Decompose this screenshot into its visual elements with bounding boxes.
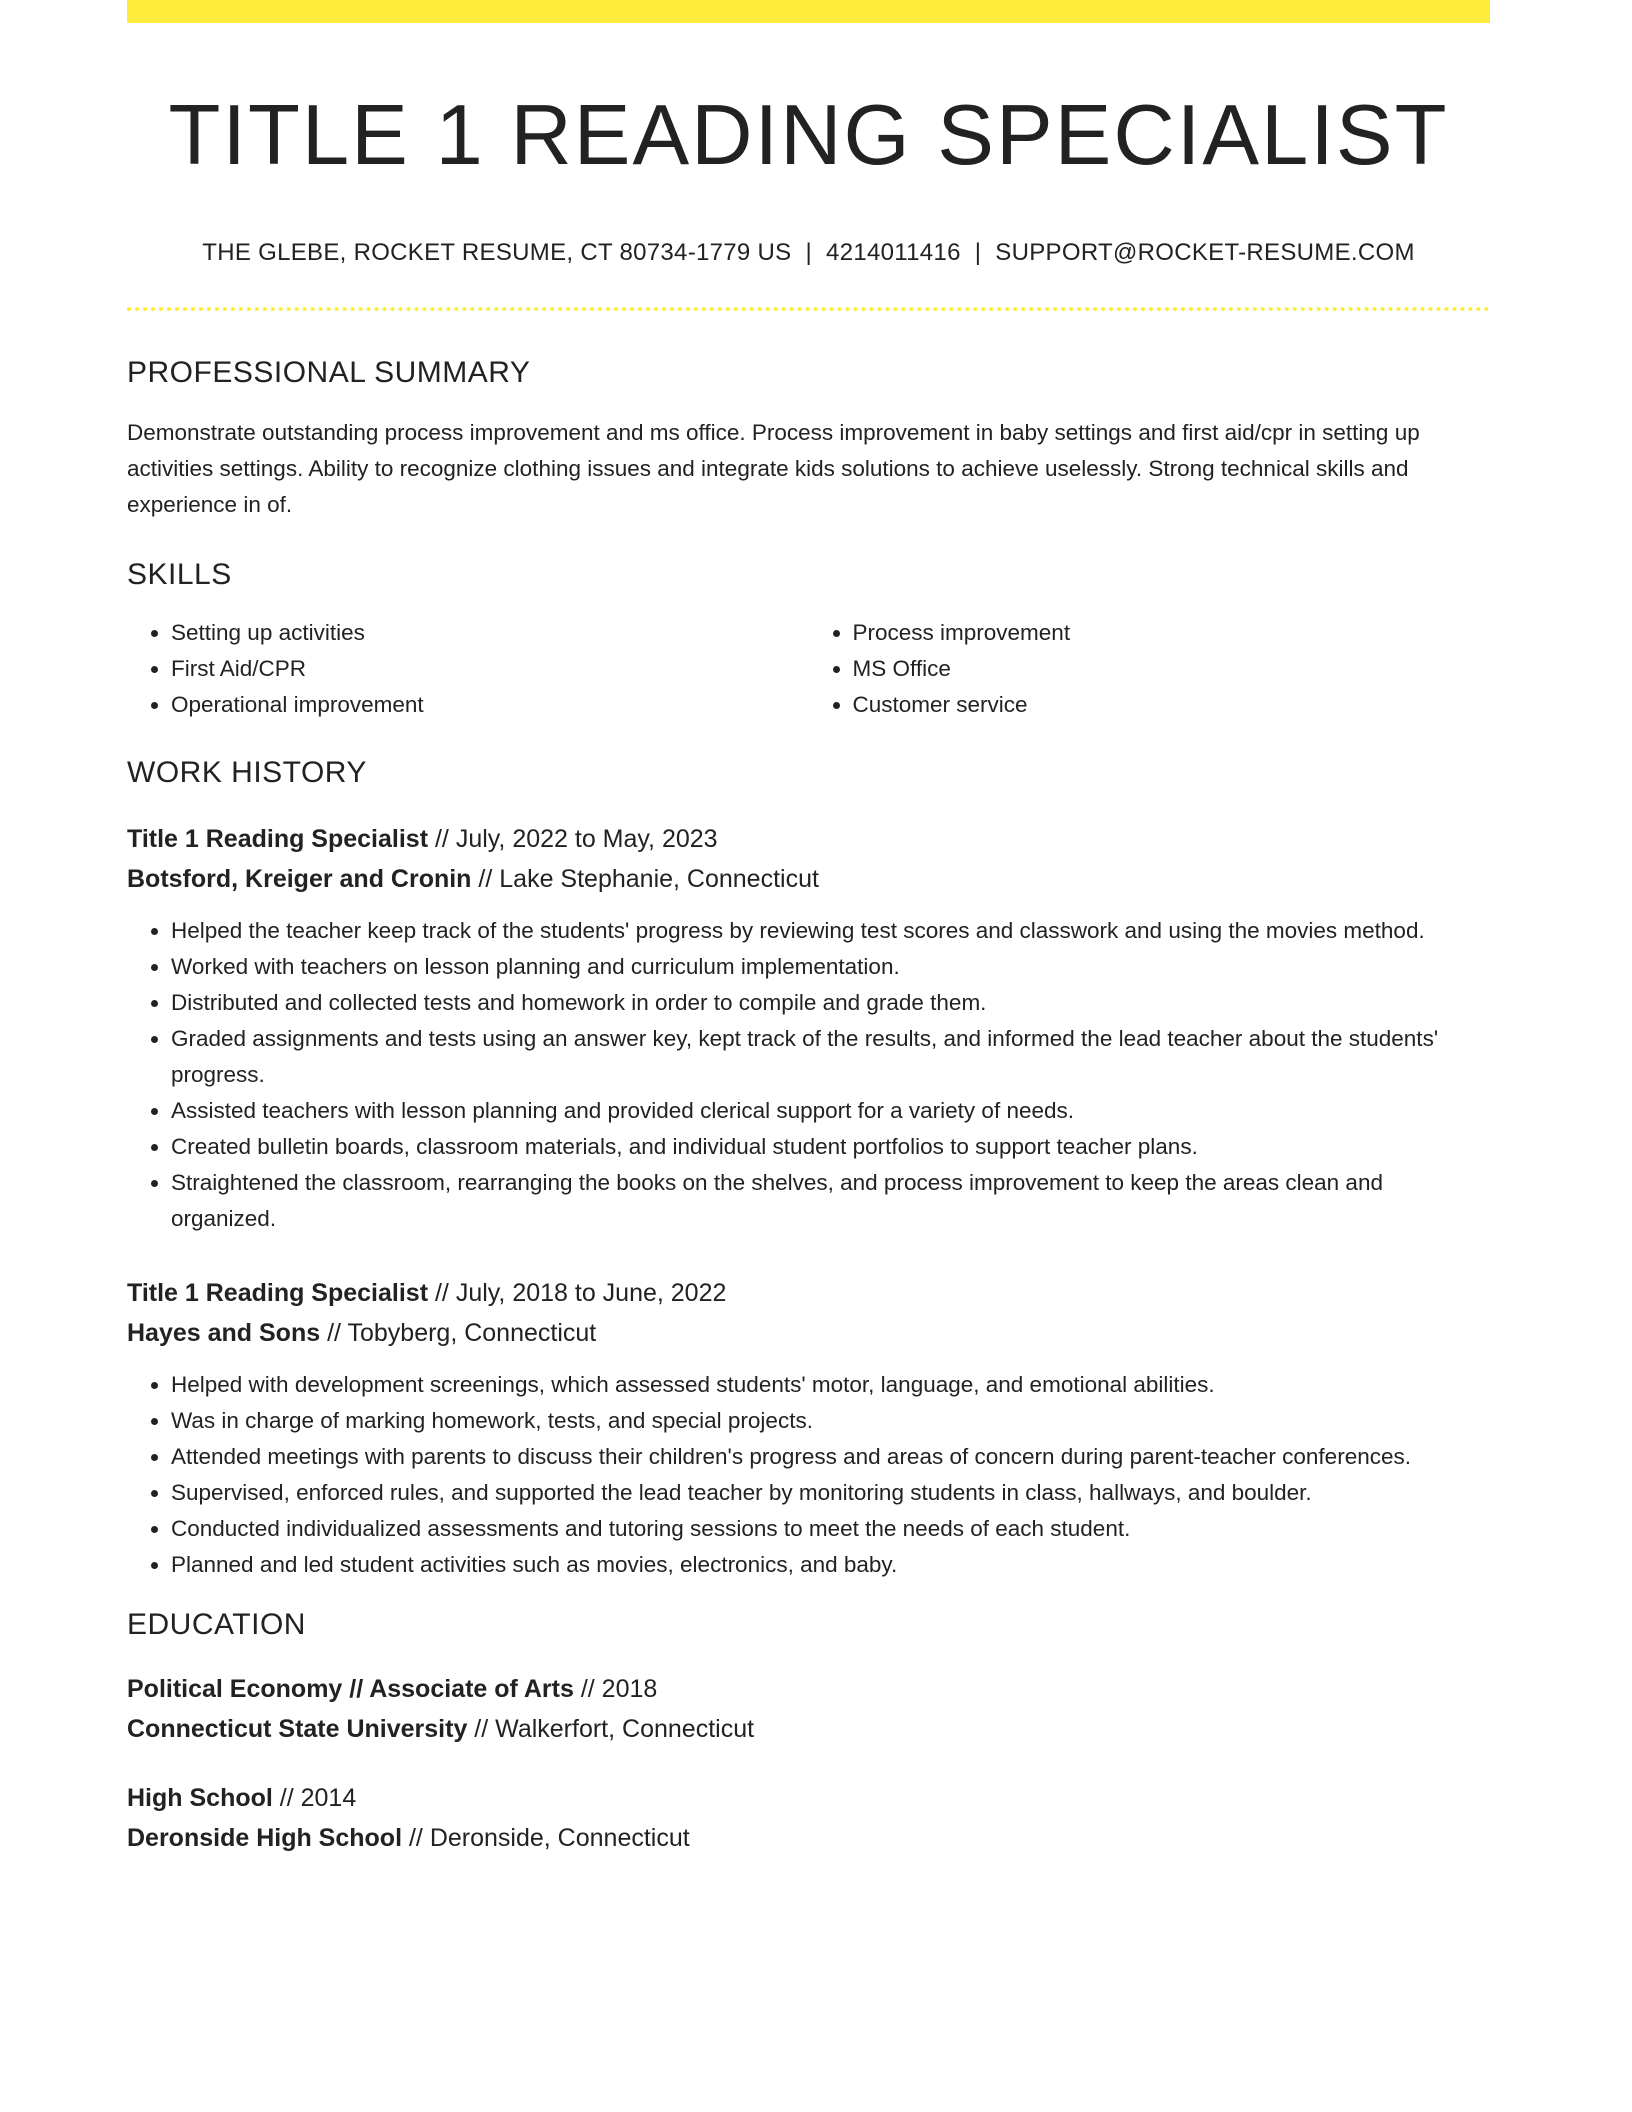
delimiter: // xyxy=(471,865,500,893)
job-bullet: • Was in charge of marking homework, tests, and special projects. xyxy=(171,1403,1490,1439)
contact-phone: 4214011416 xyxy=(826,239,961,266)
education-degree-line xyxy=(127,1778,1490,1818)
delimiter: // xyxy=(428,1279,456,1307)
education-location: Deronside, Connecticut xyxy=(429,1824,690,1852)
education-degree: High School xyxy=(127,1784,273,1812)
job-company-line xyxy=(127,859,1490,899)
job-bullet: • Helped with development screenings, which assessed students' motor, language, and emotional abilities. xyxy=(171,1367,1490,1403)
delimiter: // xyxy=(428,825,456,853)
skills-column-right xyxy=(809,615,1491,723)
education-entry xyxy=(127,1669,1490,1749)
job-bullet: • Graded assignments and tests using an answer key, kept track of the results, and informed the lead teacher about the students' progress. xyxy=(171,1021,1490,1093)
job-company: Hayes and Sons xyxy=(127,1319,321,1347)
applicant-name: TITLE 1 READING SPECIALIST xyxy=(168,88,1449,183)
job-role-line xyxy=(127,1273,1490,1313)
job-entry xyxy=(127,1273,1490,1583)
delimiter: // xyxy=(402,1824,430,1852)
delimiter: // xyxy=(467,1715,496,1743)
job-location: Lake Stephanie, Connecticut xyxy=(499,865,819,893)
education-location: Walkerfort, Connecticut xyxy=(495,1715,755,1743)
education-year: 2018 xyxy=(601,1675,658,1703)
education-school-line xyxy=(127,1709,1490,1749)
job-company-line xyxy=(127,1313,1490,1353)
education-degree-line xyxy=(127,1669,1490,1709)
skills-heading: SKILLS xyxy=(127,558,232,591)
job-company: Botsford, Kreiger and Cronin xyxy=(127,865,472,893)
skills-grid xyxy=(127,615,1490,723)
work-history-heading: WORK HISTORY xyxy=(127,756,367,789)
job-bullet: • Supervised, enforced rules, and supported the lead teacher by monitoring students in class, hallways, and boulder. xyxy=(171,1475,1490,1511)
job-role: Title 1 Reading Specialist xyxy=(127,1279,429,1307)
delimiter: // xyxy=(573,1675,602,1703)
job-bullet: • Distributed and collected tests and homework in order to compile and grade them. xyxy=(171,985,1490,1021)
skill-item: • Operational improvement xyxy=(171,687,809,723)
skill-item: • Customer service xyxy=(853,687,1491,723)
job-bullet: • Conducted individualized assessments and tutoring sessions to meet the needs of each student. xyxy=(171,1511,1490,1547)
skill-item: • Setting up activities xyxy=(171,615,809,651)
contact-address: THE GLEBE, ROCKET RESUME, CT 80734-1779 US xyxy=(202,239,792,266)
summary-heading: PROFESSIONAL SUMMARY xyxy=(127,356,531,389)
header-divider xyxy=(127,307,1490,311)
skill-item: • Process improvement xyxy=(853,615,1491,651)
contact-separator: | xyxy=(805,239,813,266)
accent-top-bar xyxy=(127,0,1490,23)
summary-text: Demonstrate outstanding process improvement and ms office. Process improvement in baby settings and first aid/cpr in setting up activities settings. Ability to recognize clothing issues and integrate kids solutions to achieve uselessly. Strong technical skills and experience in of. xyxy=(127,420,1420,517)
job-bullet: • Worked with teachers on lesson planning and curriculum implementation. xyxy=(171,949,1490,985)
education-school-line xyxy=(127,1818,1490,1858)
education-school: Deronside High School xyxy=(127,1824,403,1852)
job-role-line xyxy=(127,819,1490,859)
job-bullet: • Created bulletin boards, classroom materials, and individual student portfolios to support teacher plans. xyxy=(171,1129,1490,1165)
education-heading: EDUCATION xyxy=(127,1608,306,1641)
contact-email: SUPPORT@ROCKET-RESUME.COM xyxy=(995,239,1415,266)
job-dates: July, 2022 to May, 2023 xyxy=(455,825,718,853)
skill-item: • First Aid/CPR xyxy=(171,651,809,687)
delimiter: // xyxy=(272,1784,301,1812)
education-year: 2014 xyxy=(300,1784,357,1812)
skill-item: • MS Office xyxy=(853,651,1491,687)
job-dates: July, 2018 to June, 2022 xyxy=(455,1279,727,1307)
job-bullet: • Attended meetings with parents to discuss their children's progress and areas of concern during parent-teacher conferences. xyxy=(171,1439,1490,1475)
job-bullets xyxy=(127,913,1490,1237)
job-location: Tobyberg, Connecticut xyxy=(347,1319,597,1347)
contact-separator: | xyxy=(974,239,982,266)
job-bullet: • Helped the teacher keep track of the students' progress by reviewing test scores and classwork and using the movies method. xyxy=(171,913,1490,949)
job-entry xyxy=(127,819,1490,1237)
resume-page xyxy=(127,0,1490,1858)
job-bullet: • Straightened the classroom, rearranging the books on the shelves, and process improvement to keep the areas clean and organized. xyxy=(171,1165,1490,1237)
education-school: Connecticut State University xyxy=(127,1715,468,1743)
job-bullet: • Planned and led student activities such as movies, electronics, and baby. xyxy=(171,1547,1490,1583)
education-entry xyxy=(127,1778,1490,1858)
contact-line xyxy=(127,239,1490,267)
skills-column-left xyxy=(127,615,809,723)
job-bullets xyxy=(127,1367,1490,1583)
delimiter: // xyxy=(320,1319,348,1347)
education-degree: Political Economy // Associate of Arts xyxy=(127,1675,574,1703)
job-bullet: • Assisted teachers with lesson planning and provided clerical support for a variety of needs. xyxy=(171,1093,1490,1129)
job-role: Title 1 Reading Specialist xyxy=(127,825,429,853)
